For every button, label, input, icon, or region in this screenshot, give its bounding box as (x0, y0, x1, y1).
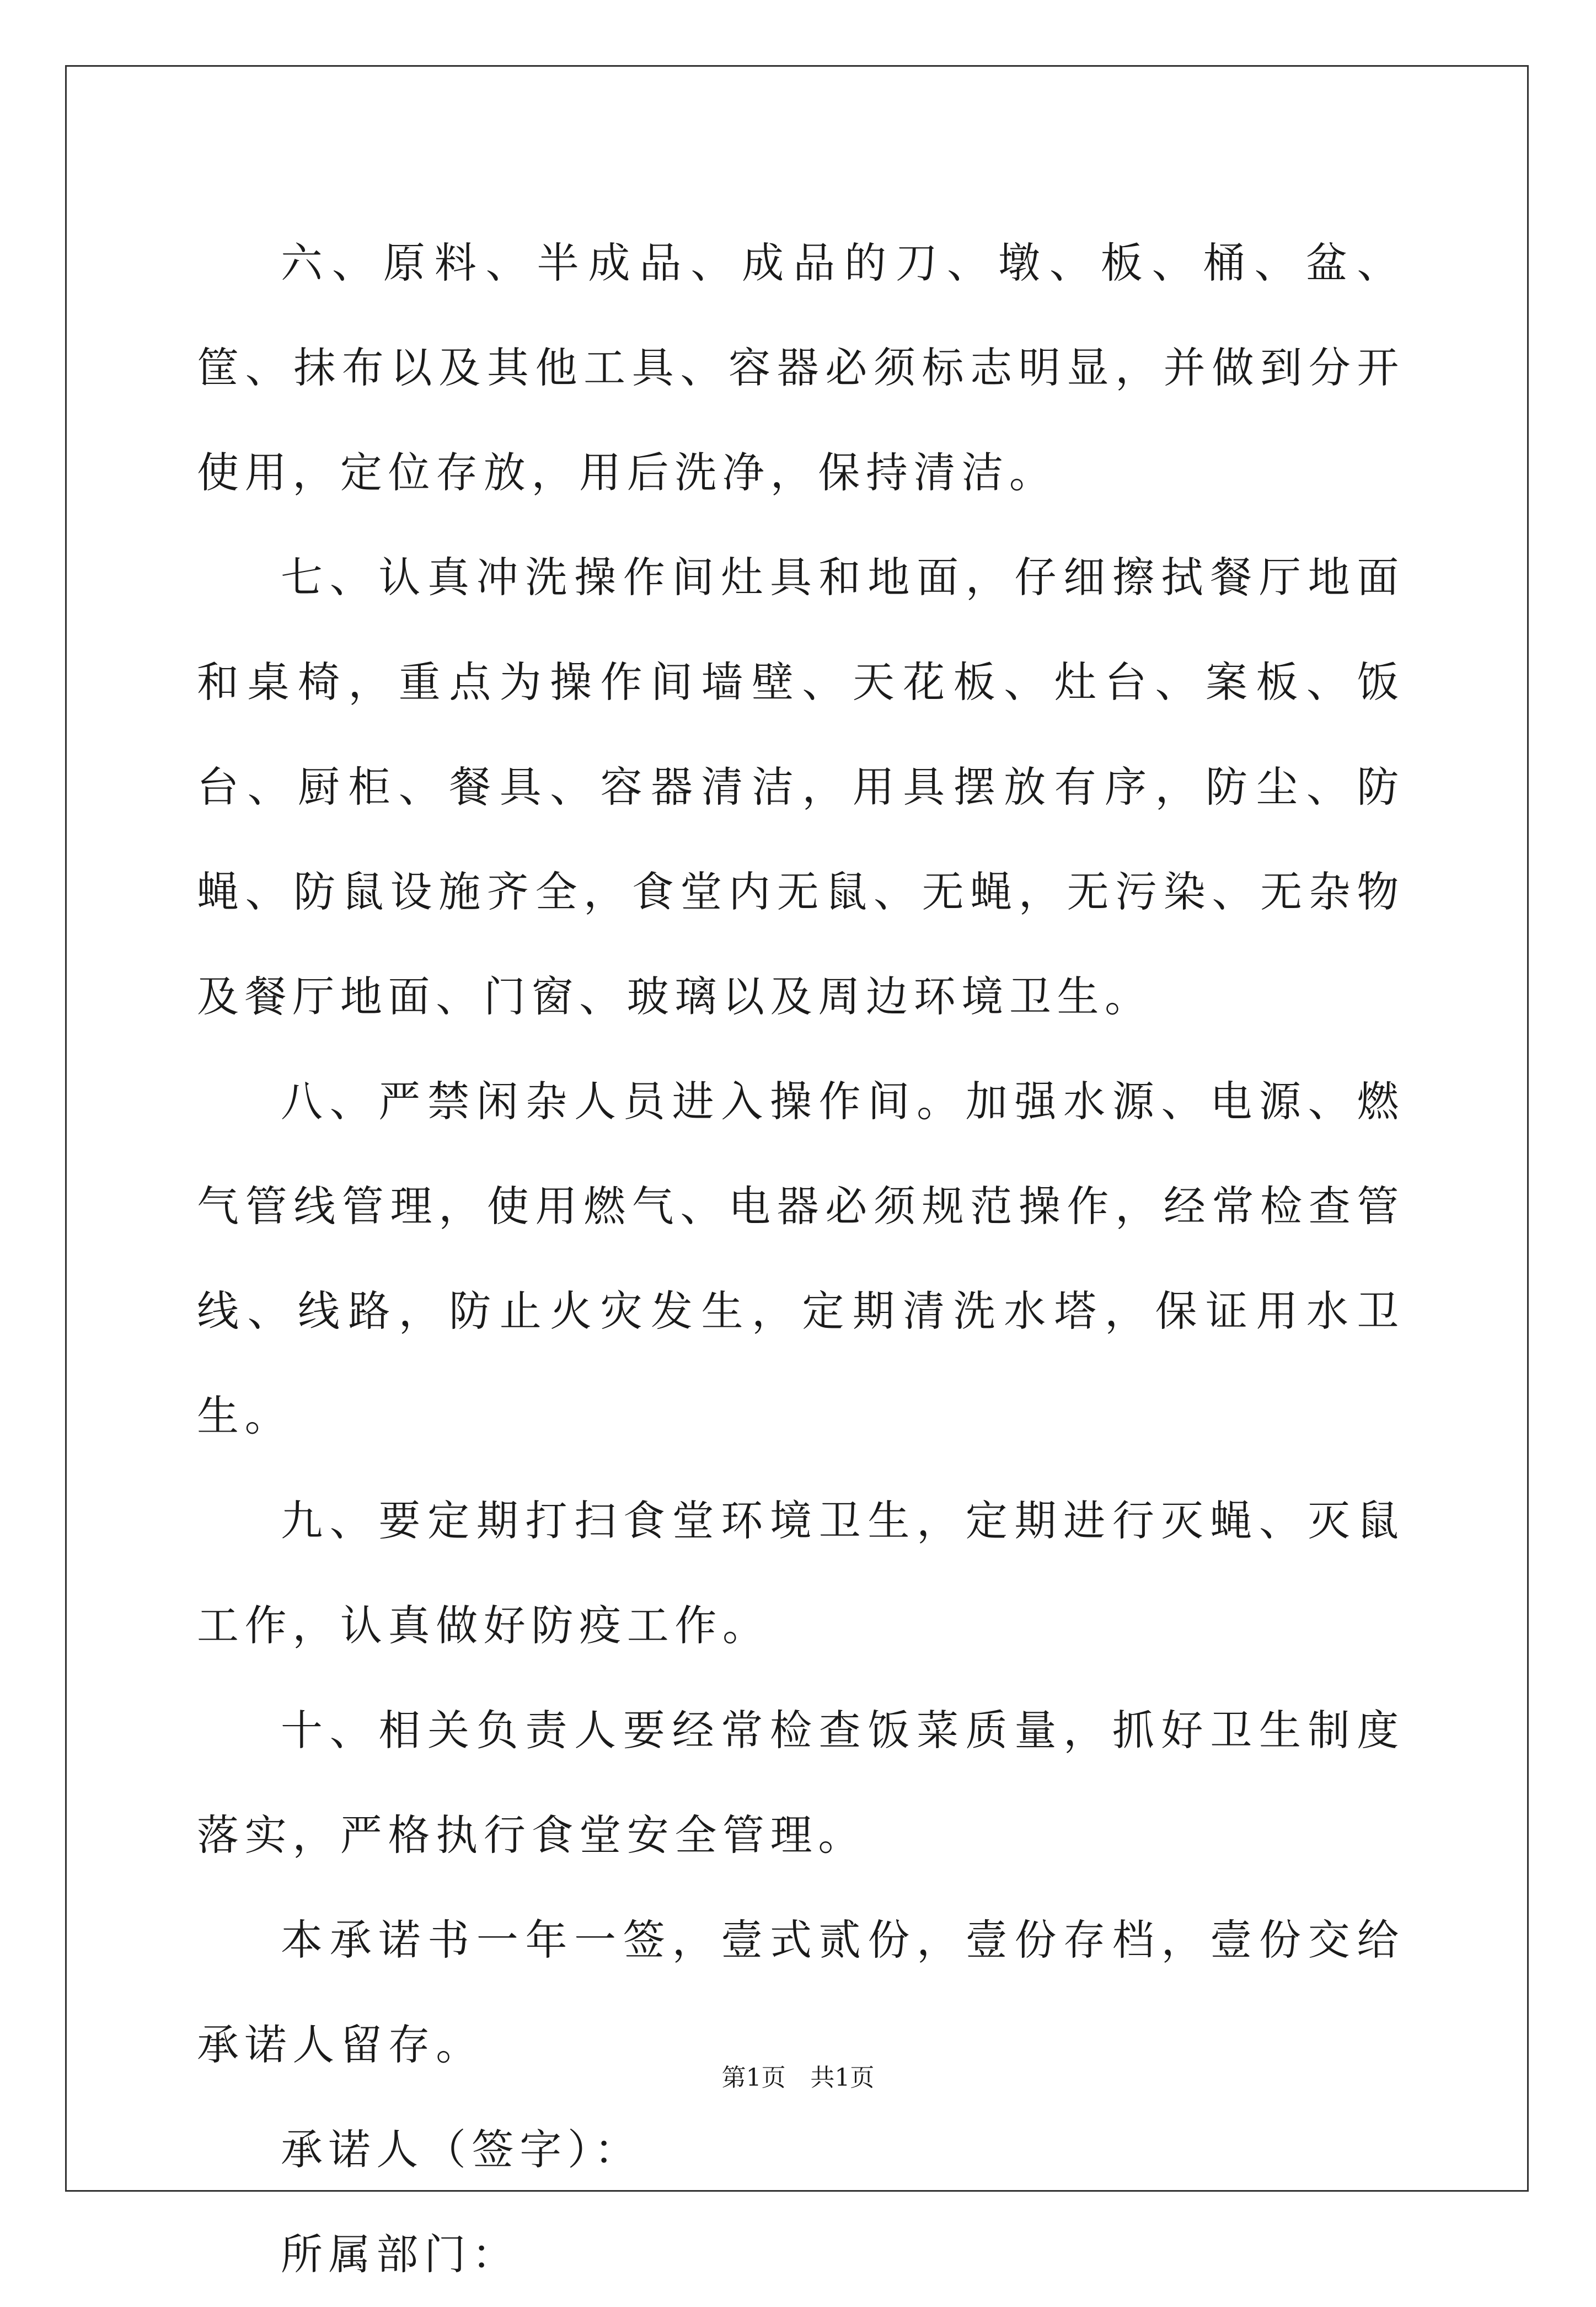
page-number: 第1页 (721, 2064, 786, 2092)
paragraph-item-10: 十、相关负责人要经常检查饭菜质量，抓好卫生制度落实，严格执行食堂安全管理。 (197, 1706, 1405, 1860)
paragraph-item-8: 八、严禁闲杂人员进入操作间。加强水源、电源、燃气管线管理，使用燃气、电器必须规范操作，经常检查管线、线路，防止火灾发生，定期清洗水塔，保证用水卫生。 (197, 1077, 1405, 1440)
paragraph-item-7: 七、认真冲洗操作间灶具和地面，仔细擦拭餐厅地面和桌椅，重点为操作间墙壁、天花板、灶台、案板、饭台、厨柜、餐具、容器清洁，用具摆放有序，防尘、防蝇、防鼠设施齐全，食堂内无鼠、无蝇，无污染、无杂物及餐厅地面、门窗、玻璃以及周边环境卫生。 (197, 553, 1405, 1021)
signatory-label: 承诺人（签字）： (281, 2125, 642, 2174)
paragraph-item-6: 六、原料、半成品、成品的刀、墩、板、桶、盆、筐、抹布以及其他工具、容器必须标志明显，并做到分开使用，定位存放，用后洗净，保持清洁。 (197, 238, 1405, 497)
page-total: 共1页 (810, 2064, 875, 2092)
department-label: 所属部门： (281, 2230, 520, 2279)
document-body (197, 211, 1405, 2307)
page-footer (0, 2058, 1596, 2093)
commitment-note: 本承诺书一年一签，壹式贰份，壹份存档，壹份交给承诺人留存。 (197, 1915, 1405, 2069)
paragraph-item-9: 九、要定期打扫食堂环境卫生，定期进行灭蝇、灭鼠工作，认真做好防疫工作。 (197, 1496, 1405, 1650)
